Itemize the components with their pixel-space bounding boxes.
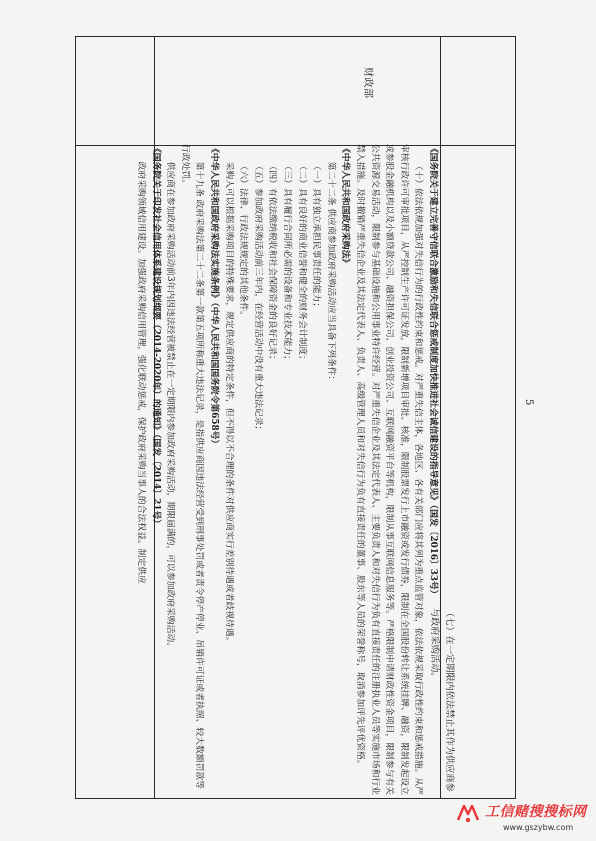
clause-paragraph: 第十九条 政府采购法第二十二条第一款第五项所称重大违法记录，是指供应商因违法经营受到刑事处罚或者责令停产停业、吊销许可证或者执照、较大数额罚款等行政处罚。: [179, 144, 205, 789]
clause-paragraph: 第二十二条 供应商参加政府采购活动应当具备下列条件：: [325, 161, 336, 385]
clauses-cell: [134, 144, 440, 796]
logo-mark-icon: [455, 802, 481, 824]
logo-title: 工信赌搜搜标网: [485, 804, 587, 820]
clause-paragraph: （一）具有独立承担民事责任的能力；: [311, 161, 322, 312]
clause-paragraph: 供应商在参加政府采购活动前3年内因违法经营被禁止在一定期限内参加政府采购活动，期限届满的，可以参加政府采购活动。: [165, 161, 176, 652]
clause-heading: 《中华人民共和国政府采购法实施条例》（中华人民共和国国务院令第658号）: [209, 144, 220, 449]
clause-heading: 《中华人民共和国政府采购法》: [340, 144, 351, 268]
clause-paragraph: （六）法律、行政法规规定的其他条件。: [238, 161, 249, 320]
clause-paragraph: （二）具有良好的商业信誉和健全的财务会计制度；: [296, 161, 307, 364]
clause-paragraph: 采购人可以根据采购项目的特殊要求，规定供应商的特定条件，但不得以不合理的条件对供应商实行差别待遇或者歧视待遇。: [223, 161, 234, 646]
item-label-cell: （七）在一定期限内依法禁止其作为供应商参与政府采购活动。: [429, 608, 455, 792]
page-number: 5: [523, 399, 534, 406]
clause-paragraph: 政府采购领域信用建设。加强政府采购信用管理，强化联动惩戒，保护政府采购当事人的合法权益。制定供应: [136, 161, 147, 584]
clause-paragraph: （五）参加政府采购活动前三年内，在经营活动中没有重大违法记录；: [252, 161, 263, 435]
clause-heading: 《国务院关于建立完善守信联合激励和失信联合惩戒制度加快推进社会诚信建设的指导意见》（国发〔2016〕33号）: [428, 144, 438, 599]
site-logo[interactable]: [455, 800, 590, 838]
logo-url[interactable]: www.gszybw.com: [503, 823, 574, 832]
clause-paragraph: （四）有依法缴纳税收和社会保障资金的良好记录；: [267, 161, 278, 364]
clause-paragraph: （三）具有履行合同所必需的设备和专业技术能力；: [282, 161, 293, 364]
clause-heading: 《国务院关于印发社会信用体系建设规划纲要（2014-2020年）的通知》（国发〔2014〕21号）: [150, 144, 161, 529]
department-cell: 财政部: [362, 67, 373, 99]
clause-paragraph: （十）依法依规加强对失信行为的行政性约束和惩戒。对严重失信主体，各地区、各有关部门应将其列为重点监管对象，依法依规采取行政性约束和惩戒措施。从严审核行政许可审批项目，从严控制生产许可证发放，限制新增项目审批、核准，限制股票发行上市融资或发行债券，限制在全国股份转让系统挂牌、融资，限制发起设立或参股金融机构以及小额贷款公司、融资担保公司、创业投资公司、互联网融资平台等机构，限制从事互联网信息服务等。严格限制申请财政性资金项目，限制参与有关公共资源交易活动，限制参与基础设施和公用事业特许经营。对严重失信企业及其法定代表人、主要负责人和对失信行为负有直接责任的注册执业人员等实施市场和行业禁入措施。及时撤销严重失信企业及其法定代表人、负责人、高级管理人员和对失信行为负有直接责任的董事、股东等人员的荣誉称号，取消参加评先评优资格。: [355, 144, 424, 795]
